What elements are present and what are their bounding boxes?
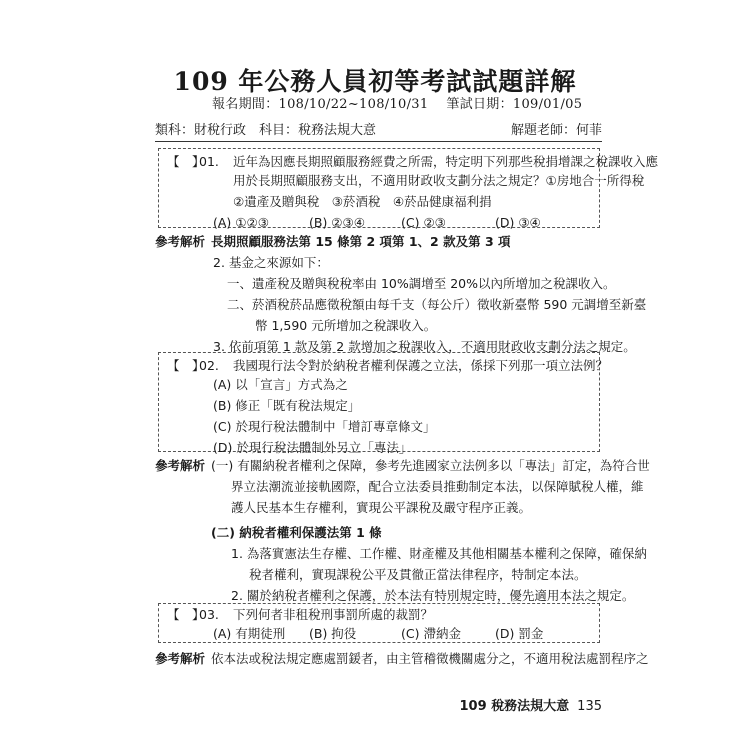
- option-b: (B) ②③④: [309, 215, 365, 230]
- option-c: (C) ②③: [401, 215, 446, 230]
- answer-line: 2. 關於納稅者權利之保護，於本法有特別規定時，優先適用本法之規定。: [231, 588, 635, 603]
- answer-heading: 長期照顧服務法第 15 條第 2 項第 1、2 款及第 3 項: [211, 234, 511, 249]
- answer-line: 護人民基本生存權利，實現公平課稅及嚴守程序正義。: [231, 500, 532, 515]
- option-a: (A) 以「宣言」方式為之: [213, 377, 348, 392]
- registration-period: 報名期間：108/10/22~108/10/31: [212, 97, 429, 112]
- option-a: (A) ①②③: [213, 215, 269, 230]
- answer-line: 稅者權利，實現課稅公平及貫徹正當法律程序，特制定本法。: [249, 567, 587, 582]
- answer-block-02: [155, 455, 650, 606]
- option-b: (B) 修正「既有稅法規定」: [213, 398, 361, 413]
- page-number: 135: [577, 699, 602, 714]
- option-c: (C) 於現行稅法體制中「增訂專章條文」: [213, 419, 436, 434]
- question-number: 02.: [199, 358, 219, 373]
- answer-bracket: 【 】: [167, 358, 205, 373]
- option-b: (B) 拘役: [309, 626, 357, 641]
- answer-line: 1. 為落實憲法生存權、工作權、財產權及其他相關基本權利之保障，確保納: [231, 546, 647, 561]
- question-text: 用於長期照顧服務支出，不適用財政收支劃分法之規定？①房地合一所得稅: [233, 173, 645, 188]
- question-box-03: [158, 603, 600, 643]
- question-number: 03.: [199, 607, 219, 622]
- option-d: (D) ③④: [495, 215, 541, 230]
- answer-bracket: 【 】: [167, 154, 205, 169]
- question-number: 01.: [199, 154, 219, 169]
- answer-label: 參考解析: [155, 651, 206, 666]
- answer-block-01: [155, 231, 647, 357]
- answer-block-03: [155, 648, 649, 669]
- answer-label: 參考解析: [155, 234, 206, 249]
- meta-line: [155, 119, 602, 138]
- answer-line: 幣 1,590 元所增加之稅課收入。: [255, 318, 437, 333]
- exam-date: 筆試日期：109/01/05: [446, 97, 583, 112]
- answer-line: (一) 有關納稅者權利之保障，參考先進國家立法例多以「專法」訂定，為符合世: [211, 458, 650, 473]
- answer-subheading: (二) 納稅者權利保護法第 1 條: [211, 525, 382, 540]
- answer-line: 界立法潮流並接軌國際，配合立法委員推動制定本法，以保障賦稅人權，維: [231, 479, 644, 494]
- option-d: (D) 於現行稅法體制外另立「專法」: [213, 440, 412, 455]
- option-a: (A) 有期徒刑: [213, 626, 286, 641]
- category-subject: 類科：財稅行政 科目：稅務法規大意: [155, 123, 377, 138]
- question-box-02: [158, 352, 609, 455]
- option-c: (C) 滯納金: [401, 626, 461, 641]
- question-text: ②遺產及贈與稅 ③菸酒稅 ④菸品健康福利捐: [233, 194, 492, 209]
- book-title: 109 稅務法規大意: [459, 699, 570, 714]
- teacher: 解題老師：何菲: [510, 123, 602, 138]
- question-text: 我國現行法令對於納稅者權利保護之立法，係採下列那一項立法例？: [233, 358, 609, 373]
- answer-line: 2. 基金之來源如下：: [213, 255, 329, 270]
- question-text: 下列何者非租稅刑事罰所處的裁罰？: [233, 607, 434, 622]
- question-box-01: [158, 148, 659, 230]
- answer-line: 二、菸酒稅菸品應徵稅額由每千支（每公斤）徵收新臺幣 590 元調增至新臺: [227, 297, 647, 312]
- question-text: 近年為因應長期照顧服務經費之所需，特定明下列那些稅捐增課之稅課收入應: [233, 154, 659, 169]
- answer-label: 參考解析: [155, 458, 206, 473]
- answer-line: 3. 依前項第 1 款及第 2 款增加之稅課收入，不適用財政收支劃分法之規定。: [213, 339, 636, 354]
- answer-bracket: 【 】: [167, 607, 205, 622]
- answer-line: 一、遺產稅及贈與稅稅率由 10%調增至 20%以內所增加之稅課收入。: [227, 276, 616, 291]
- option-d: (D) 罰金: [495, 626, 544, 641]
- header-divider: [155, 141, 602, 142]
- exam-dates: [212, 93, 582, 112]
- page-title: 109 年公務人員初等考試試題詳解: [173, 67, 577, 96]
- page-footer: [460, 695, 603, 714]
- answer-line: 依本法或稅法規定應處罰鍰者，由主管稽徵機關處分之，不適用稅法處罰程序之: [211, 651, 649, 666]
